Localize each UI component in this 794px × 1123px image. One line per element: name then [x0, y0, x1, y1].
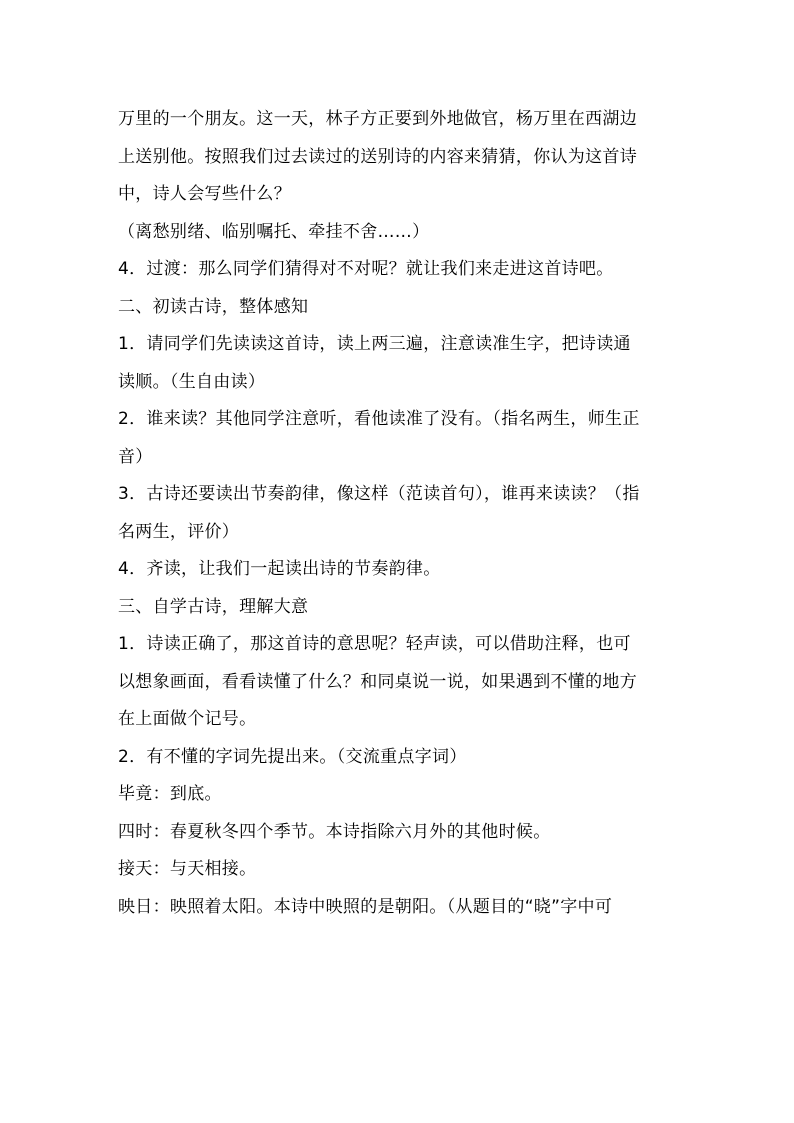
text-line: 上送别他。按照我们过去读过的送别诗的内容来猜猜，你认为这首诗 [118, 146, 637, 167]
text-line: 读顺。（生自由读） [118, 371, 266, 392]
text-line: 以想象画面，看看读懂了什么？和同桌说一说，如果遇到不懂的地方 [118, 671, 637, 692]
text-line: 中，诗人会写些什么？ [118, 184, 291, 204]
text-line: 万里的一个朋友。这一天，林子方正要到外地做官，杨万里在西湖边 [118, 109, 637, 129]
text-line: 1．诗读正确了，那这首诗的意思呢？轻声读，可以借助注释，也可 [118, 634, 631, 654]
text-line: 4．过渡：那么同学们猜得对不对呢？就让我们来走进这首诗吧。 [118, 259, 614, 279]
text-line: 3．古诗还要读出节奏韵律，像这样（范读首句），谁再来读读？（指 [118, 484, 640, 504]
text-line: 音） [118, 446, 153, 467]
text-line: （离愁别绪、临别嘱托、牵挂不舍……） [118, 221, 430, 242]
text-line: 2．有不懂的字词先提出来。（交流重点字词） [118, 746, 467, 767]
text-line: 1．请同学们先读读这首诗，读上两三遍，注意读准生字，把诗读通 [118, 334, 631, 354]
document-body [118, 101, 678, 926]
text-line: 名两生，评价） [118, 521, 240, 542]
section-heading: 二、初读古诗，整体感知 [118, 296, 309, 317]
text-line: 接天：与天相接。 [118, 859, 257, 879]
text-line: 映日：映照着太阳。本诗中映照的是朝阳。（从题目的“晓”字中可 [118, 896, 613, 917]
text-line: 4．齐读，让我们一起读出诗的节奏韵律。 [118, 559, 441, 579]
text-line: 2．谁来读？其他同学注意听，看他读准了没有。（指名两生，师生正 [118, 409, 640, 429]
text-line: 毕竟：到底。 [118, 784, 222, 804]
text-line: 在上面做个记号。 [118, 709, 257, 729]
text-line: 四时：春夏秋冬四个季节。本诗指除六月外的其他时候。 [118, 821, 551, 842]
section-heading: 三、自学古诗，理解大意 [118, 596, 309, 617]
